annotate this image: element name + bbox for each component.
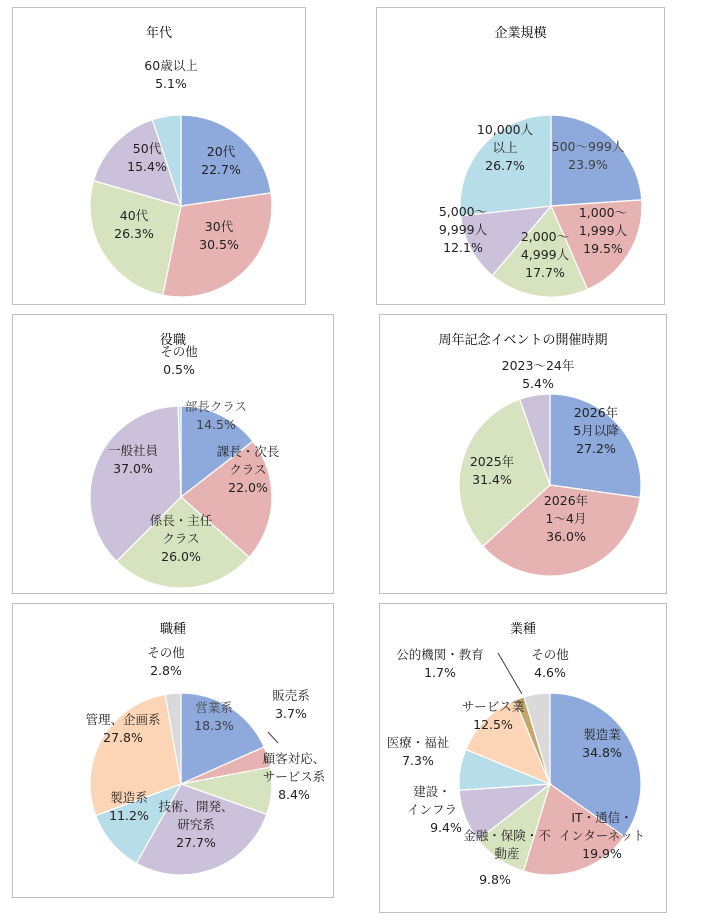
pie-chart-age xyxy=(13,8,307,306)
slice-label: 4,999人 xyxy=(520,247,570,262)
slice-percent-label: 15.4% xyxy=(127,159,167,174)
slice-label: サービス系 xyxy=(262,769,326,784)
chart-title: 周年記念イベントの開催時期 xyxy=(438,333,608,348)
slice-percent-label: 12.5% xyxy=(473,717,513,732)
slice-label: インフラ xyxy=(406,802,458,817)
slice-label: 40代 xyxy=(119,208,149,223)
slice-label: 係長・主任 xyxy=(149,513,213,528)
slice-percent-label: 27.2% xyxy=(576,441,616,456)
slice-label: 製造系 xyxy=(110,790,148,805)
slice-percent-label: 37.0% xyxy=(113,461,153,476)
slice-label: 10,000人 xyxy=(476,122,534,137)
slice-label: 2026年 xyxy=(573,405,619,420)
chart-panel-position xyxy=(12,314,334,594)
chart-panel-event-timing xyxy=(379,314,667,594)
slice-label: 1,000～ xyxy=(578,205,628,220)
slice-percent-label: 22.0% xyxy=(228,480,268,495)
slice-label: 以上 xyxy=(492,140,518,155)
slice-percent-label: 8.4% xyxy=(278,787,310,802)
slice-percent-label: 26.0% xyxy=(161,549,201,564)
chart-title: 年代 xyxy=(145,26,172,41)
slice-percent-label: 12.1% xyxy=(443,240,483,255)
slice-percent-label: 1.7% xyxy=(424,665,456,680)
slice-percent-label: 23.9% xyxy=(568,157,608,172)
pie-slice xyxy=(181,115,271,206)
pie-chart-company-size xyxy=(377,8,666,306)
slice-percent-label: 7.3% xyxy=(402,753,434,768)
slice-percent-label: 30.5% xyxy=(199,237,239,252)
slice-percent-label: 31.4% xyxy=(472,472,512,487)
slice-label: その他 xyxy=(160,344,198,359)
slice-label: 医療・福祉 xyxy=(386,735,450,750)
slice-percent-label: 0.5% xyxy=(163,362,195,377)
slice-label: クラス xyxy=(229,462,267,477)
slice-label: 金融・保険・不 xyxy=(463,828,551,843)
slice-label: クラス xyxy=(162,531,200,546)
slice-percent-label: 26.3% xyxy=(114,226,154,241)
chart-title: 業種 xyxy=(509,622,536,637)
slice-percent-label: 22.7% xyxy=(201,162,241,177)
slice-label: 9,999人 xyxy=(438,222,488,237)
slice-label: 一般社員 xyxy=(107,443,159,458)
chart-title: 職種 xyxy=(159,622,186,637)
slice-percent-label: 5.4% xyxy=(522,376,554,391)
slice-label: 建設・ xyxy=(413,784,451,799)
slice-label: サービス業 xyxy=(461,699,525,714)
slice-percent-label: 27.8% xyxy=(103,730,143,745)
slice-label: その他 xyxy=(531,647,569,662)
slice-percent-label: 9.8% xyxy=(479,872,511,887)
slice-percent-label: 2.8% xyxy=(150,663,182,678)
slice-label: 営業系 xyxy=(195,700,233,715)
slice-label: 顧客対応、 xyxy=(262,751,326,766)
slice-label: インターネット xyxy=(558,828,646,843)
slice-label: 動産 xyxy=(494,846,520,861)
pie-chart-job-type xyxy=(13,604,335,899)
chart-panel-company-size xyxy=(376,7,665,305)
slice-label: 部長クラス xyxy=(184,399,248,414)
slice-label: 2,000～ xyxy=(520,229,570,244)
chart-panel-job-type xyxy=(12,603,334,898)
slice-label: 20代 xyxy=(206,144,236,159)
slice-label: 課長・次長 xyxy=(216,444,280,459)
slice-label: 5月以降 xyxy=(573,423,619,438)
slice-label: 製造業 xyxy=(583,727,621,742)
slice-percent-label: 3.7% xyxy=(275,706,307,721)
slice-percent-label: 14.5% xyxy=(196,417,236,432)
slice-percent-label: 11.2% xyxy=(109,808,149,823)
slice-percent-label: 17.7% xyxy=(525,265,565,280)
slice-label: 500～999人 xyxy=(551,139,625,154)
slice-label: 2025年 xyxy=(469,454,515,469)
slice-percent-label: 34.8% xyxy=(582,745,622,760)
slice-percent-label: 5.1% xyxy=(155,76,187,91)
slice-label: 5,000～ xyxy=(438,204,488,219)
slice-label: 50代 xyxy=(132,141,162,156)
pie-chart-event-timing xyxy=(380,315,668,595)
slice-label: 30代 xyxy=(204,219,234,234)
slice-label: 1,999人 xyxy=(578,223,628,238)
slice-percent-label: 4.6% xyxy=(534,665,566,680)
slice-label: 技術、開発、 xyxy=(158,799,234,814)
pie-chart-industry xyxy=(380,604,668,914)
slice-label: 60歳以上 xyxy=(144,58,198,73)
slice-percent-label: 36.0% xyxy=(546,529,586,544)
leader-line xyxy=(268,732,278,743)
slice-label: 1～4月 xyxy=(545,511,587,526)
slice-label: 管理、企画系 xyxy=(85,712,161,727)
slice-label: その他 xyxy=(147,645,185,660)
slice-percent-label: 19.9% xyxy=(582,846,622,861)
slice-percent-label: 18.3% xyxy=(194,718,234,733)
slice-label: IT・通信・ xyxy=(571,810,633,825)
chart-title: 企業規模 xyxy=(494,26,547,41)
slice-label: 公的機関・教育 xyxy=(396,647,484,662)
slice-percent-label: 19.5% xyxy=(583,241,623,256)
chart-panel-age xyxy=(12,7,306,305)
slice-label: 2026年 xyxy=(543,493,589,508)
chart-panel-industry xyxy=(379,603,667,913)
leader-line xyxy=(498,653,522,694)
slice-percent-label: 9.4% xyxy=(430,820,462,835)
slice-percent-label: 26.7% xyxy=(485,158,525,173)
slice-label: 研究系 xyxy=(177,817,215,832)
chart-title: 役職 xyxy=(159,333,186,348)
slice-percent-label: 27.7% xyxy=(176,835,216,850)
pie-chart-position xyxy=(13,315,335,595)
slice-label: 2023～24年 xyxy=(501,358,575,373)
slice-label: 販売系 xyxy=(272,688,310,703)
